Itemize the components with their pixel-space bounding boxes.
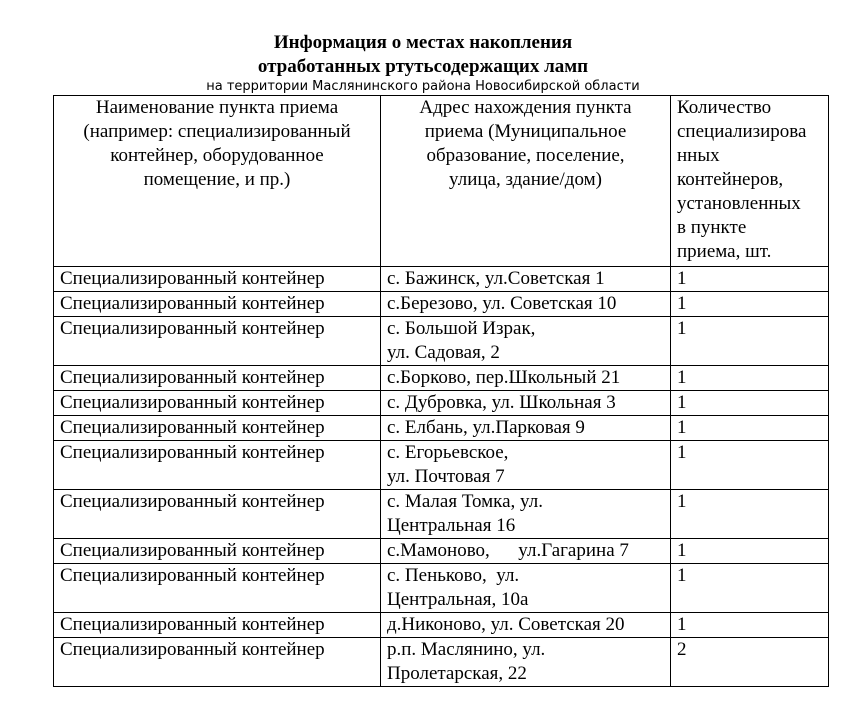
address-line: с.Мамоново, ул.Гагарина 7 bbox=[387, 540, 629, 561]
address-line: Центральная, 10а bbox=[387, 589, 529, 610]
cell-point-name: Специализированный контейнер bbox=[54, 292, 381, 317]
cell-point-address bbox=[381, 366, 671, 391]
cell-point-address bbox=[381, 564, 671, 613]
cell-container-count: 1 bbox=[671, 490, 829, 539]
address-line: с.Березово, ул. Советская 10 bbox=[387, 293, 617, 314]
cell-point-address bbox=[381, 416, 671, 441]
cell-container-count: 1 bbox=[671, 441, 829, 490]
address-line: р.п. Маслянино, ул. bbox=[387, 639, 546, 660]
cell-point-name: Специализированный контейнер bbox=[54, 638, 381, 687]
address-line: с. Малая Томка, ул. bbox=[387, 491, 543, 512]
header-point-address bbox=[381, 96, 671, 267]
collection-points-table bbox=[53, 95, 829, 687]
document-subtitle: на территории Маслянинского района Новосибирской области bbox=[206, 79, 640, 94]
address-line: с.Борково, пер.Школьный 21 bbox=[387, 367, 621, 388]
table-row bbox=[54, 317, 829, 366]
header-text-line: приема, шт. bbox=[677, 241, 772, 262]
cell-container-count: 1 bbox=[671, 391, 829, 416]
cell-container-count: 1 bbox=[671, 564, 829, 613]
cell-point-name: Специализированный контейнер bbox=[54, 441, 381, 490]
header-text-line: установленных bbox=[677, 193, 801, 214]
cell-container-count: 1 bbox=[671, 613, 829, 638]
header-container-count bbox=[671, 96, 829, 267]
cell-container-count: 1 bbox=[671, 267, 829, 292]
header-text-line: контейнер, оборудованное bbox=[110, 145, 324, 166]
address-line: Центральная 16 bbox=[387, 515, 516, 536]
cell-container-count: 1 bbox=[671, 292, 829, 317]
address-line: ул. Садовая, 2 bbox=[387, 342, 500, 363]
table-body bbox=[54, 267, 829, 687]
document-title-line-1: Информация о местах накопления bbox=[273, 32, 573, 53]
cell-container-count: 2 bbox=[671, 638, 829, 687]
cell-point-address bbox=[381, 267, 671, 292]
header-text-line: приема (Муниципальное bbox=[424, 121, 627, 142]
header-text-line: Адрес нахождения пункта bbox=[419, 97, 632, 118]
table-row bbox=[54, 267, 829, 292]
cell-point-address bbox=[381, 441, 671, 490]
cell-point-address bbox=[381, 539, 671, 564]
header-text-line: в пункте bbox=[677, 217, 747, 238]
address-line: с. Большой Израк, bbox=[387, 318, 536, 339]
table-row bbox=[54, 416, 829, 441]
document-title-line-2: отработанных ртутьсодержащих ламп bbox=[257, 56, 589, 77]
cell-point-name: Специализированный контейнер bbox=[54, 539, 381, 564]
address-line: с. Пеньково, ул. bbox=[387, 565, 520, 586]
cell-point-address bbox=[381, 613, 671, 638]
table-row bbox=[54, 638, 829, 687]
table-row bbox=[54, 613, 829, 638]
header-text-line: нных bbox=[677, 145, 720, 166]
cell-point-name: Специализированный контейнер bbox=[54, 564, 381, 613]
cell-point-address bbox=[381, 638, 671, 687]
address-line: ул. Почтовая 7 bbox=[387, 466, 505, 487]
cell-point-address bbox=[381, 292, 671, 317]
address-line: д.Никоново, ул. Советская 20 bbox=[387, 614, 625, 635]
header-text-line: образование, поселение, bbox=[426, 145, 625, 166]
header-text-line: Наименование пункта приема bbox=[95, 97, 339, 118]
cell-point-address bbox=[381, 317, 671, 366]
cell-point-name: Специализированный контейнер bbox=[54, 366, 381, 391]
cell-container-count: 1 bbox=[671, 539, 829, 564]
table-row bbox=[54, 391, 829, 416]
table-row bbox=[54, 490, 829, 539]
header-text-line: Количество bbox=[677, 97, 772, 118]
table-row bbox=[54, 292, 829, 317]
address-line: Пролетарская, 22 bbox=[387, 663, 527, 684]
cell-container-count: 1 bbox=[671, 366, 829, 391]
cell-container-count: 1 bbox=[671, 317, 829, 366]
address-line: с. Дубровка, ул. Школьная 3 bbox=[387, 392, 616, 413]
header-point-name bbox=[54, 96, 381, 267]
cell-point-name: Специализированный контейнер bbox=[54, 391, 381, 416]
header-text-line: специализирова bbox=[677, 121, 807, 142]
cell-point-name: Специализированный контейнер bbox=[54, 267, 381, 292]
address-line: с. Бажинск, ул.Советская 1 bbox=[387, 268, 605, 289]
header-text-line: улица, здание/дом) bbox=[449, 169, 602, 190]
address-line: с. Егорьевское, bbox=[387, 442, 509, 463]
cell-point-address bbox=[381, 391, 671, 416]
cell-container-count: 1 bbox=[671, 416, 829, 441]
cell-point-name: Специализированный контейнер bbox=[54, 490, 381, 539]
header-text-line: (например: специализированный bbox=[83, 121, 351, 142]
header-text-line: помещение, и пр.) bbox=[143, 169, 291, 190]
table-header-row bbox=[54, 96, 829, 267]
table-header bbox=[54, 96, 829, 267]
cell-point-name: Специализированный контейнер bbox=[54, 317, 381, 366]
table-row bbox=[54, 366, 829, 391]
cell-point-address bbox=[381, 490, 671, 539]
table-row bbox=[54, 441, 829, 490]
address-line: с. Елбань, ул.Парковая 9 bbox=[387, 417, 585, 438]
table-row bbox=[54, 564, 829, 613]
header-text-line: контейнеров, bbox=[677, 169, 784, 190]
table-row bbox=[54, 539, 829, 564]
cell-point-name: Специализированный контейнер bbox=[54, 416, 381, 441]
cell-point-name: Специализированный контейнер bbox=[54, 613, 381, 638]
